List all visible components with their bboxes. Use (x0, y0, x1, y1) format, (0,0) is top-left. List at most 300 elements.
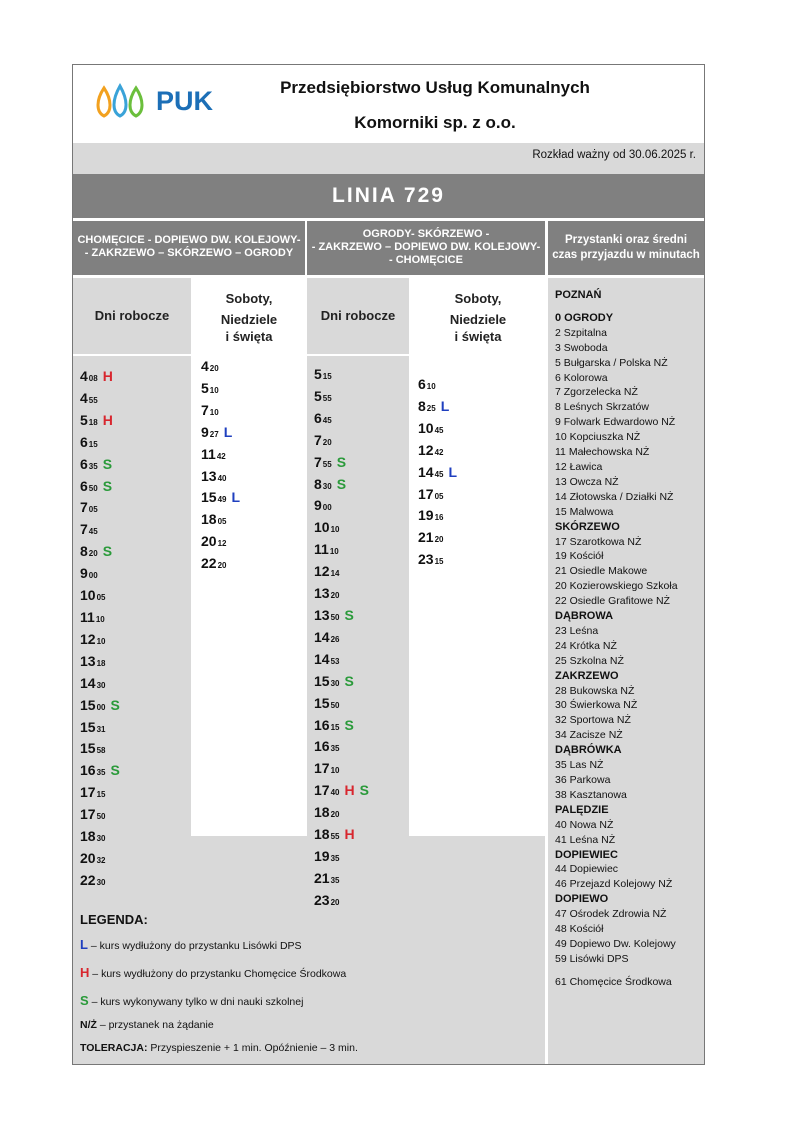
departure-time (80, 696, 120, 718)
departure-hour: 20 (80, 849, 96, 866)
departure-hour: 5 (314, 366, 322, 382)
departure-time (80, 477, 120, 499)
departure-time (314, 803, 369, 825)
departure-hour: 23 (314, 891, 330, 908)
company-name-line1: Przedsiębiorstwo Usług Komunalnych (280, 78, 590, 97)
weekend-label-1: Soboty, (225, 291, 273, 306)
subheader-dir2-weekdays (307, 278, 409, 354)
departure-time (80, 718, 120, 740)
departure-minute: 55 (88, 395, 98, 405)
flag-S: S (336, 453, 347, 470)
departure-minute: 00 (96, 702, 106, 712)
departure-hour: 8 (314, 475, 322, 492)
subheader-dir2-weekend (411, 278, 545, 354)
departure-minute: 42 (434, 447, 444, 457)
stop-item: 61 Chomęcice Środkowa (555, 975, 672, 988)
departure-minute: 15 (88, 439, 98, 449)
departure-minute: 50 (88, 483, 98, 493)
departure-minute: 35 (330, 853, 340, 863)
departure-hour: 17 (80, 784, 96, 801)
departure-minute: 35 (330, 744, 340, 754)
departure-hour: 16 (314, 738, 330, 755)
departure-hour: 8 (418, 397, 426, 414)
stop-item: 2 Szpitalna (555, 326, 607, 339)
departure-minute: 30 (96, 877, 106, 887)
departure-time (80, 586, 120, 608)
departure-minute: 35 (330, 875, 340, 885)
departure-hour: 18 (201, 511, 217, 528)
departure-hour: 7 (314, 453, 322, 470)
stop-section-heading: PALĘDZIE (555, 803, 609, 816)
stop-section-heading: POZNAŃ (555, 289, 602, 301)
departure-minute: 20 (217, 561, 227, 571)
weekend-label-2: Niedziele (220, 312, 278, 327)
departure-hour: 9 (201, 423, 209, 440)
departure-time (80, 498, 120, 520)
departure-time (80, 608, 120, 630)
departure-hour: 22 (201, 555, 217, 572)
stop-item: 21 Osiedle Makowe (555, 565, 648, 578)
departure-minute: 53 (330, 656, 340, 666)
stop-item: 35 Las NŻ (555, 759, 604, 772)
departure-minute: 20 (88, 549, 98, 559)
stop-item: 25 Szkolna NŻ (555, 654, 624, 667)
departure-time (201, 401, 240, 423)
times-dir2-weekdays (314, 365, 369, 913)
departure-hour: 11 (314, 541, 329, 558)
stop-item: 19 Kościół (555, 550, 604, 563)
departure-time (80, 849, 120, 871)
flag-S: S (102, 455, 113, 472)
stop-item: 13 Owcza NŻ (555, 475, 619, 488)
departure-hour: 19 (314, 847, 330, 864)
departure-hour: 14 (418, 463, 434, 480)
departure-time (314, 431, 369, 453)
departure-time (314, 672, 369, 694)
departure-hour: 13 (80, 652, 96, 669)
departure-hour: 4 (80, 368, 88, 384)
departure-time (314, 387, 369, 409)
stops-header-line-2: czas przyjazdu w minutach (552, 249, 700, 261)
direction-1-line-2: - ZAKRZEWO – SKÓRZEWO – OGRODY (84, 247, 294, 259)
departure-time (201, 423, 240, 445)
departure-minute: 20 (330, 591, 340, 601)
departure-hour: 9 (314, 497, 322, 514)
departure-hour: 15 (314, 672, 330, 689)
departure-minute: 18 (96, 658, 106, 668)
departure-time (314, 562, 369, 584)
legend-H-mark: H (80, 965, 90, 980)
departure-minute: 10 (209, 385, 219, 395)
departure-hour: 6 (80, 477, 88, 494)
stop-section-heading: DĄBROWA (555, 610, 614, 623)
stop-item: 38 Kasztanowa (555, 788, 627, 801)
departure-time (80, 389, 120, 411)
stop-item: 7 Zgorzelecka NŻ (555, 386, 638, 399)
departure-time (418, 397, 457, 419)
departure-minute: 20 (330, 810, 340, 820)
legend-L-text: – kurs wydłużony do przystanku Lisówki DPS (87, 940, 302, 952)
departure-minute: 32 (96, 855, 106, 865)
direction-2-line-3: - CHOMĘCICE (389, 254, 463, 266)
departure-time (80, 827, 120, 849)
departure-time (201, 445, 240, 467)
company-name-line2: Komorniki sp. z o.o. (354, 113, 516, 132)
stop-item: 28 Bukowska NŻ (555, 684, 635, 697)
departure-minute: 27 (209, 429, 219, 439)
departure-hour: 18 (314, 804, 330, 821)
departure-hour: 20 (201, 533, 217, 550)
departure-time (80, 739, 120, 761)
departure-minute: 10 (95, 614, 105, 624)
departure-time (80, 630, 120, 652)
departure-hour: 8 (80, 543, 88, 560)
departure-hour: 7 (314, 431, 322, 448)
departure-hour: 9 (80, 565, 88, 582)
departure-time (201, 510, 240, 532)
departure-time (314, 496, 369, 518)
departure-minute: 30 (322, 481, 332, 491)
departure-hour: 6 (80, 433, 88, 450)
departure-minute: 05 (434, 491, 444, 501)
departure-time (201, 357, 240, 379)
departure-time (418, 550, 457, 572)
stops-list (555, 288, 703, 990)
legend-S-text: – kurs wykonywany tylko w dni nauki szkolnej (88, 996, 304, 1008)
flag-S: S (102, 477, 113, 494)
times-dir1-weekend (201, 357, 240, 576)
logo (92, 82, 232, 122)
stop-section-heading: SKÓRZEWO (555, 520, 620, 533)
departure-hour: 17 (418, 485, 434, 502)
legend-nz-text: – przystanek na żądanie (96, 1019, 214, 1031)
stop-item: 44 Dopiewiec (555, 863, 619, 876)
departure-minute: 15 (330, 722, 340, 732)
departure-time (314, 628, 369, 650)
weekdays-label: Dni robocze (320, 308, 396, 323)
departure-time (314, 869, 369, 891)
departure-minute: 10 (330, 766, 340, 776)
legend-H (80, 965, 540, 980)
departure-time (314, 650, 369, 672)
departure-time (80, 674, 120, 696)
stop-section-heading: DĄBRÓWKA (555, 744, 622, 757)
departure-hour: 14 (80, 674, 96, 691)
departure-minute: 58 (96, 746, 106, 756)
departure-time (418, 441, 457, 463)
departure-minute: 40 (330, 788, 340, 798)
departure-hour: 14 (314, 628, 330, 645)
departure-minute: 10 (330, 525, 340, 535)
departure-hour: 6 (80, 455, 88, 472)
departure-hour: 22 (80, 871, 96, 888)
flag-S: S (344, 716, 354, 733)
departure-hour: 10 (418, 419, 434, 436)
departure-hour: 15 (201, 489, 217, 506)
departure-time (418, 528, 457, 550)
stop-item: 23 Leśna (555, 624, 599, 637)
departure-time (314, 694, 369, 716)
stop-item: 10 Kopciuszka NŻ (555, 431, 641, 444)
flag-S: S (344, 606, 354, 623)
flag-S: S (110, 762, 120, 779)
departure-time (80, 411, 120, 433)
legend-S (80, 993, 540, 1008)
departure-minute: 30 (330, 678, 340, 688)
departure-time (314, 518, 369, 540)
departure-time (314, 540, 369, 562)
departure-hour: 23 (418, 551, 434, 568)
stop-item: 11 Małechowska NŻ (555, 446, 650, 459)
departure-hour: 12 (418, 441, 434, 458)
departure-minute: 26 (330, 634, 340, 644)
departure-hour: 12 (80, 630, 96, 647)
legend-nz-mark: N/Ż (80, 1019, 97, 1031)
departure-minute: 30 (96, 834, 106, 844)
departure-time (314, 475, 369, 497)
stop-item: 3 Swoboda (555, 341, 608, 354)
departure-minute: 20 (330, 897, 340, 907)
stop-item: 59 Lisówki DPS (555, 952, 629, 965)
departure-hour: 19 (418, 507, 434, 524)
stop-item: 32 Sportowa NŻ (555, 714, 631, 727)
departure-time (418, 463, 457, 485)
legend-H-text: – kurs wydłużony do przystanku Chomęcice Środkowa (89, 968, 347, 980)
subheader-dir1-weekend (193, 278, 305, 354)
departure-minute: 25 (426, 403, 436, 413)
departure-minute: 45 (322, 415, 332, 425)
departure-hour: 6 (314, 409, 322, 426)
flag-S: S (102, 543, 113, 560)
departure-hour: 7 (80, 499, 88, 516)
departure-hour: 6 (418, 376, 426, 392)
flag-S: S (344, 672, 354, 689)
departure-minute: 15 (96, 790, 106, 800)
departure-minute: 20 (434, 535, 444, 545)
stop-item: 15 Malwowa (555, 505, 614, 518)
departure-hour: 15 (80, 718, 96, 735)
flag-L: L (440, 397, 450, 414)
departure-minute: 00 (322, 503, 332, 513)
departure-minute: 45 (434, 425, 444, 435)
departure-hour: 11 (201, 445, 216, 462)
departure-time (314, 737, 369, 759)
weekend-label-2: Niedziele (449, 312, 507, 327)
departure-hour: 15 (80, 740, 96, 757)
weekend-label-3: i święta (225, 329, 273, 344)
departure-hour: 17 (314, 782, 330, 799)
departure-hour: 10 (80, 587, 96, 604)
stop-item: 46 Przejazd Kolejowy NŻ (555, 878, 673, 891)
departure-time (314, 716, 369, 738)
weekend-label-3: i święta (454, 329, 502, 344)
departure-time (418, 506, 457, 528)
legend-S-mark: S (80, 993, 89, 1008)
departure-time (80, 520, 120, 542)
departure-minute: 05 (96, 593, 106, 603)
departure-minute: 30 (96, 680, 106, 690)
departure-time (314, 584, 369, 606)
departure-minute: 55 (330, 832, 340, 842)
departure-time (80, 433, 120, 455)
stop-item: 12 Ławica (555, 460, 603, 473)
departure-hour: 11 (80, 608, 95, 625)
departure-time (418, 485, 457, 507)
departure-time (314, 891, 369, 913)
legend-tolerance-mark: TOLERACJA: (80, 1042, 148, 1054)
departure-minute: 10 (426, 382, 436, 391)
departure-hour: 15 (80, 696, 96, 713)
weekend-label-1: Soboty, (454, 291, 502, 306)
departure-minute: 05 (88, 505, 98, 515)
stop-item: 17 Szarotkowa NŻ (555, 535, 642, 548)
departure-hour: 12 (314, 563, 330, 580)
departure-minute: 55 (322, 459, 332, 469)
flag-S: S (336, 475, 347, 492)
stops-spacer (555, 967, 703, 975)
departure-minute: 20 (209, 364, 219, 373)
flag-S: S (359, 782, 369, 799)
departure-minute: 12 (217, 539, 227, 549)
departure-time (80, 367, 120, 389)
departure-time (314, 825, 369, 847)
departure-time (80, 783, 120, 805)
departure-minute: 00 (88, 571, 98, 581)
departure-time (314, 606, 369, 628)
stop-item: 34 Zacisze NŻ (555, 729, 623, 742)
departure-time (314, 409, 369, 431)
flag-H: H (344, 826, 355, 843)
departure-time (314, 847, 369, 869)
flag-H: H (102, 411, 113, 428)
legend-L-mark: L (80, 937, 88, 952)
departure-minute: 45 (88, 527, 98, 537)
stop-item: 14 Złotowska / Działki NŻ (555, 490, 674, 503)
departure-time (314, 453, 369, 475)
departure-minute: 40 (217, 473, 227, 483)
stop-section-heading: DOPIEWIEC (555, 848, 618, 861)
departure-hour: 14 (314, 650, 330, 667)
departure-minute: 31 (96, 724, 106, 734)
departure-time (201, 554, 240, 576)
legend-tolerance-text: Przyspieszenie + 1 min. Opóźnienie – 3 min. (147, 1042, 358, 1054)
stop-item: 47 Ośrodek Zdrowia NŻ (555, 908, 667, 921)
departure-hour: 18 (314, 826, 330, 843)
departure-time (314, 759, 369, 781)
valid-from-text: Rozkład ważny od 30.06.2025 r. (532, 149, 696, 161)
departure-minute: 50 (330, 700, 340, 710)
departure-minute: 45 (434, 469, 444, 479)
departure-hour: 13 (314, 606, 330, 623)
departure-hour: 7 (201, 401, 209, 418)
departure-minute: 20 (322, 437, 332, 447)
legend-nz (80, 1019, 540, 1031)
flag-H: H (102, 368, 113, 384)
departure-minute: 55 (322, 393, 332, 403)
departure-hour: 10 (314, 519, 330, 536)
departure-minute: 10 (209, 407, 219, 417)
stop-item: 9 Folwark Edwardowo NŻ (555, 416, 676, 429)
departure-time (80, 652, 120, 674)
departure-time (80, 542, 120, 564)
departure-time (201, 532, 240, 554)
stops-header-line-1: Przystanki oraz średni (564, 234, 688, 246)
departure-hour: 4 (201, 358, 209, 374)
departure-minute: 35 (96, 768, 106, 778)
flag-S: S (110, 696, 120, 713)
stop-item: 41 Leśna NŻ (555, 833, 616, 846)
departure-time (80, 455, 120, 477)
departure-minute: 18 (88, 417, 98, 427)
departure-hour: 13 (201, 467, 217, 484)
departure-time (314, 365, 369, 387)
departure-hour: 5 (80, 411, 88, 428)
departure-hour: 4 (80, 389, 88, 406)
stops-header (548, 221, 704, 275)
stop-section-heading: 0 OGRODY (555, 311, 614, 324)
departure-hour: 5 (201, 379, 209, 396)
departure-time (80, 871, 120, 893)
valid-from-bar (73, 143, 704, 174)
departure-time (80, 805, 120, 827)
legend-L (80, 937, 540, 952)
flag-H: H (344, 782, 355, 799)
departure-minute: 50 (96, 812, 106, 822)
departure-hour: 16 (314, 716, 330, 733)
direction-2-line-2: - ZAKRZEWO – DOPIEWO DW. KOLEJOWY- (311, 241, 541, 253)
departure-minute: 42 (216, 451, 226, 461)
departure-hour: 13 (314, 585, 330, 602)
departure-minute: 15 (322, 372, 332, 381)
flag-L: L (223, 423, 233, 440)
departure-hour: 16 (80, 762, 96, 779)
departure-time (418, 375, 457, 397)
flag-L: L (448, 463, 458, 480)
stops-spacer (555, 303, 703, 311)
subheader-dir1-weekdays (73, 278, 191, 354)
direction-header-1 (73, 221, 305, 275)
stop-item: 48 Kościół (555, 923, 604, 936)
direction-1-line-1: CHOMĘCICE - DOPIEWO DW. KOLEJOWY- (77, 234, 301, 246)
departure-time (201, 467, 240, 489)
departure-time (80, 761, 120, 783)
stop-section-heading: ZAKRZEWO (555, 669, 619, 682)
stop-item: 6 Kolorowa (555, 371, 608, 384)
legend-tolerance (80, 1042, 540, 1054)
departure-minute: 10 (96, 636, 106, 646)
departure-time (80, 564, 120, 586)
times-dir2-weekend (418, 375, 457, 572)
legend-title: LEGENDA: (80, 912, 148, 927)
stop-item: 30 Świerkowa NŻ (555, 699, 638, 712)
stop-item: 8 Leśnych Skrzatów (555, 401, 649, 414)
times-dir1-weekdays (80, 367, 120, 893)
departure-time (314, 781, 369, 803)
puk-drops-icon (92, 82, 152, 122)
flag-L: L (231, 489, 241, 506)
departure-time (418, 419, 457, 441)
departure-hour: 15 (314, 694, 330, 711)
departure-hour: 7 (80, 521, 88, 538)
departure-hour: 17 (80, 806, 96, 823)
stop-item: 36 Parkowa (555, 774, 611, 786)
legend (80, 912, 540, 1054)
direction-header-2 (307, 221, 545, 275)
stop-item: 22 Osiedle Grafitowe NŻ (555, 595, 670, 608)
departure-minute: 10 (329, 547, 339, 557)
departure-minute: 14 (330, 569, 340, 579)
direction-2-line-1: OGRODY- SKÓRZEWO - (362, 228, 490, 240)
